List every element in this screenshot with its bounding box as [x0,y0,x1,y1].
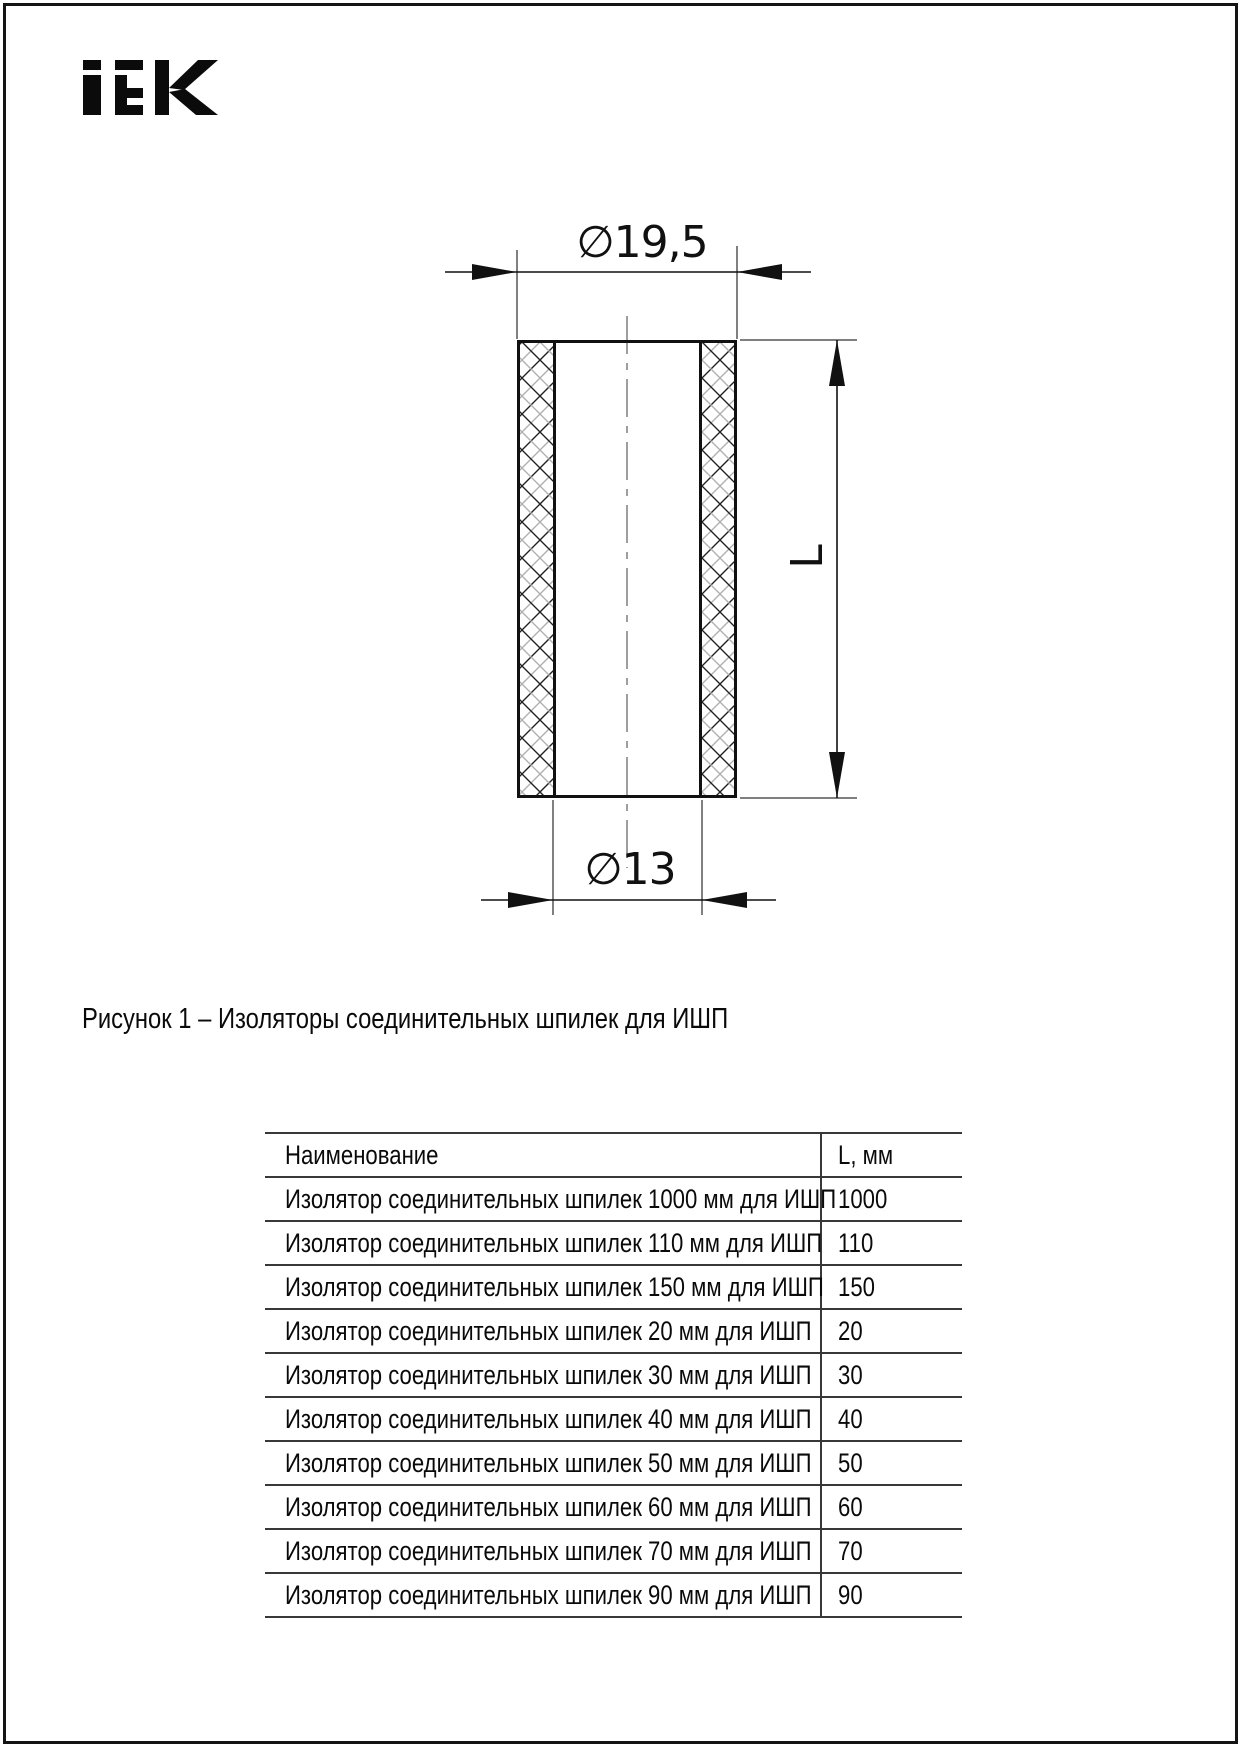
length-dimension [740,340,857,798]
table-row [265,1397,962,1441]
length-value-cell: 20 [821,1309,962,1353]
header-length-cell: L, мм [821,1133,962,1177]
product-name-cell: Изолятор соединительных шпилек 30 мм для ИШП [265,1353,821,1397]
product-name-cell: Изолятор соединительных шпилек 70 мм для ИШП [265,1529,821,1573]
figure-caption [82,1002,870,1036]
dimension-arrow-right-icon [737,264,782,280]
length-value-cell: 70 [821,1529,962,1573]
product-name-cell: Изолятор соединительных шпилек 50 мм для ИШП [265,1441,821,1485]
dimension-arrow-right-icon [702,892,747,908]
header-name-cell: Наименование [265,1133,821,1177]
products-table [265,1132,962,1618]
length-value-cell: 40 [821,1397,962,1441]
table-row [265,1309,962,1353]
length-value-cell: 150 [821,1265,962,1309]
dimension-arrow-down-icon [829,752,845,798]
table-row [265,1177,962,1221]
table-header-row [265,1133,962,1177]
inner-diameter-dimension [481,800,776,915]
table-row [265,1573,962,1617]
table-row [265,1265,962,1309]
product-name-cell: Изолятор соединительных шпилек 40 мм для ИШП [265,1397,821,1441]
dimension-arrow-left-icon [472,264,517,280]
product-name-cell: Изолятор соединительных шпилек 110 мм для ИШП [265,1221,821,1265]
dimension-arrow-left-icon [508,892,553,908]
length-value-cell: 30 [821,1353,962,1397]
product-name-cell: Изолятор соединительных шпилек 20 мм для ИШП [265,1309,821,1353]
table-row [265,1529,962,1573]
product-name-cell: Изолятор соединительных шпилек 60 мм для ИШП [265,1485,821,1529]
length-value-cell: 60 [821,1485,962,1529]
length-value-cell: 50 [821,1441,962,1485]
product-name-cell: Изолятор соединительных шпилек 90 мм для ИШП [265,1573,821,1617]
length-value-cell: 1000 [821,1177,962,1221]
table-row [265,1221,962,1265]
length-label: L [782,545,833,569]
table-row [265,1485,962,1529]
figure-caption-text: Рисунок 1 – Изоляторы соединительных шпилек для ИШП [82,1003,729,1035]
table-row [265,1441,962,1485]
length-value-cell: 90 [821,1573,962,1617]
dimension-arrow-up-icon [829,340,845,386]
outer-diameter-label: ∅19,5 [576,217,708,268]
product-name-cell: Изолятор соединительных шпилек 1000 мм для ИШП [265,1177,821,1221]
table-row [265,1353,962,1397]
product-name-cell: Изолятор соединительных шпилек 150 мм для ИШП [265,1265,821,1309]
inner-diameter-label: ∅13 [584,844,676,895]
length-value-cell: 110 [821,1221,962,1265]
